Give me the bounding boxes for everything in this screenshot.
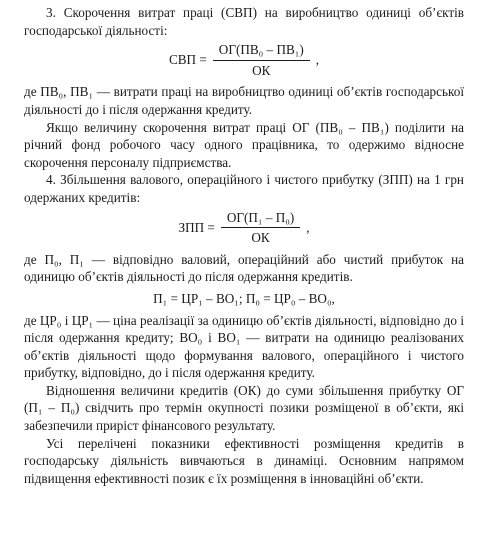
- formula-zpp: [24, 209, 464, 247]
- section3-paragraph: Якщо величину скорочення витрат праці ОГ (ПВ₀ – ПВ₁) поділити на річний фонд робочого часу одного працівника, то одержимо відносне скорочення персоналу підприємства.: [24, 119, 464, 170]
- formula-svp-numerator: ОГ(ПВ₀ – ПВ₁): [213, 41, 310, 61]
- formula-zpp-fraction: [221, 209, 300, 247]
- formula-svp-fraction: [213, 41, 310, 79]
- formula-svp: [24, 41, 464, 79]
- formula-zpp-tail: ,: [306, 219, 310, 235]
- formula-zpp-lhs: ЗПП =: [178, 219, 215, 235]
- section4-where2: де ЦР₀ і ЦР₁ — ціна реалізації за одиницю об’єктів діяльності, відповідно до і після одержання кредиту; ВО₀ і ВО₁ — витрати на одиницю реалізованих об’єктів діяльності щодо формування валового, операційного і чистого прибутку, відповідно, до і після одержання кредиту.: [24, 312, 464, 381]
- section4-paragraph3: Усі перелічені показники ефективності розміщення кредитів в господарську діяльність вивчаються в динаміці. Основним напрямом підвищення ефективності позик є їх розміщення в інноваційні об’єкти.: [24, 435, 464, 486]
- section4-heading: 4. Збільшення валового, операційного і чистого прибутку (ЗПП) на 1 грн одержаних кредитів:: [24, 172, 464, 205]
- formula-svp-lhs: СВП =: [168, 52, 207, 68]
- section4-paragraph2: Відношення величини кредитів (ОК) до суми збільшення прибутку ОГ (П₁ – П₀) свідчить про термін окупності позики розміщеної в об’єкти, які забезпечили приріст фінансового результату.: [24, 382, 464, 434]
- section3-where: де ПВ₀, ПВ₁ — витрати праці на виробництво одиниці об’єктів господарської діяльності до і після одержання кредиту.: [24, 84, 464, 117]
- formula-svp-denominator: ОК: [252, 62, 271, 78]
- section3-heading: 3. Скорочення витрат праці (СВП) на виробництво одиниці об’єктів господарської діяльності:: [24, 5, 464, 38]
- formula-profit: П₁ = ЦР₁ – ВО₁; П₀ = ЦР₀ – ВО₀,: [153, 290, 335, 306]
- formula-zpp-denominator: ОК: [251, 230, 270, 246]
- section4-where: де П₀, П₁ — відповідно валовий, операційний або чистий прибуток на одиницю об’єктів діяльності до після одержання кредитів.: [24, 251, 464, 285]
- formula-zpp-numerator: ОГ(П₁ – П₀): [221, 209, 300, 229]
- formula-svp-tail: ,: [315, 52, 320, 68]
